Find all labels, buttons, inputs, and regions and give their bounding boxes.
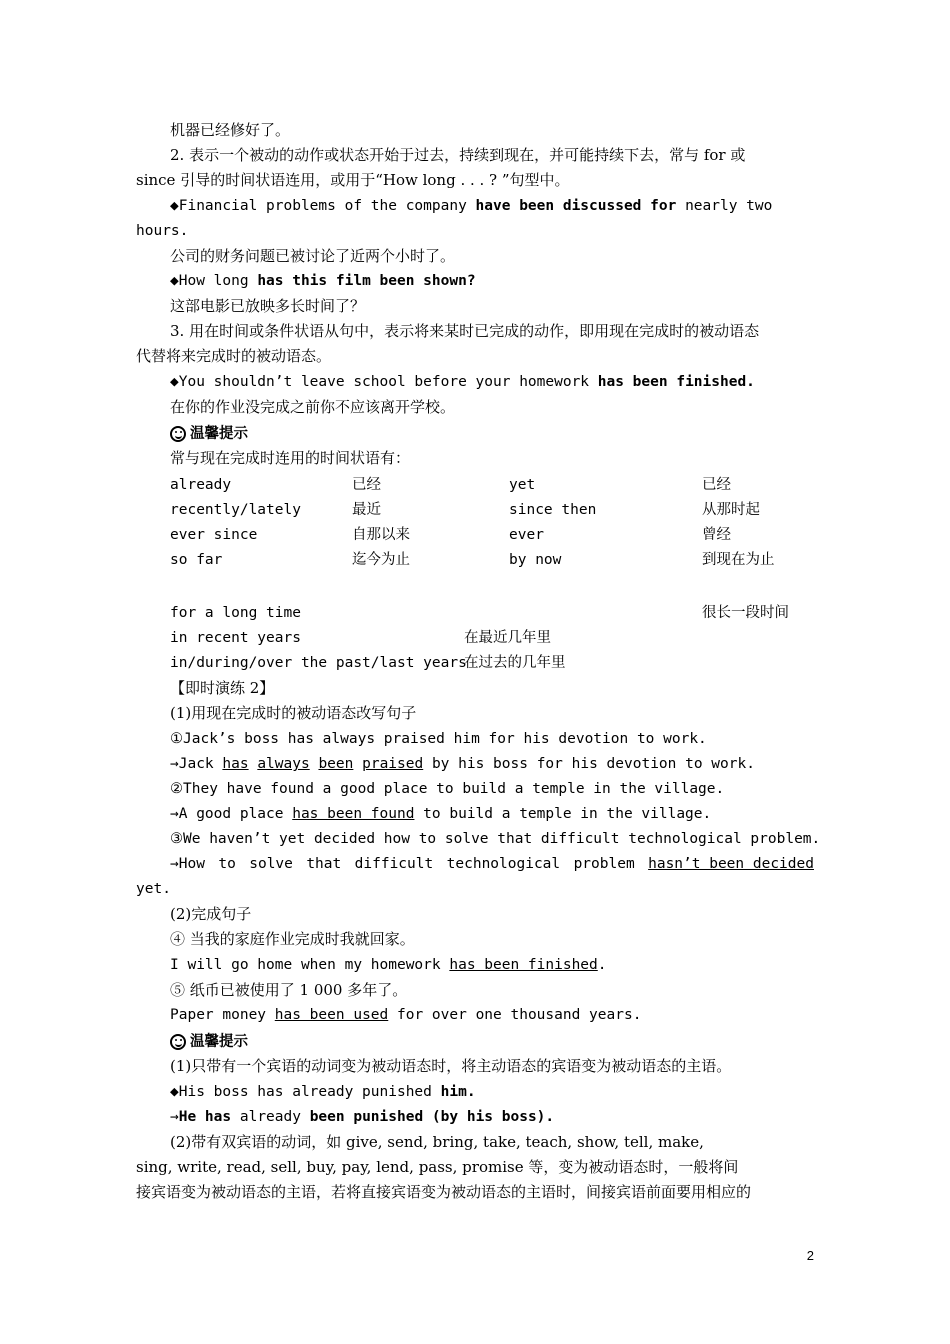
answer-line: yet. <box>136 881 171 897</box>
example-line: ◆Financial problems of the company have been discussed for nearly two <box>170 198 773 214</box>
question-line: ③We haven’t yet decided how to solve that difficult technological problem. <box>170 831 821 847</box>
answer-line: →Jack has always been praised by his boss for his devotion to work. <box>170 756 755 772</box>
text-line: 2. 表示一个被动的动作或状态开始于过去，持续到现在，并可能持续下去，常与 for 或 <box>170 146 746 164</box>
answer-line: I will go home when my homework has been finished. <box>170 957 607 973</box>
question-line: ④ 当我的家庭作业完成时我就回家。 <box>170 930 415 948</box>
text-line: 代替将来完成时的被动语态。 <box>136 347 332 365</box>
text-line: 常与现在完成时连用的时间状语有： <box>170 449 411 467</box>
example-line: hours. <box>136 223 189 239</box>
question-line: ②They have found a good place to build a temple in the village. <box>170 781 725 797</box>
smiley-icon <box>170 426 186 442</box>
translation-line: 在你的作业没完成之前你不应该离开学校。 <box>170 398 456 416</box>
section-subtitle: (2)完成句子 <box>170 905 252 923</box>
section-title: 【即时演练 2】 <box>170 679 275 697</box>
text-line: sing, write, read, sell, buy, pay, lend, pass, promise 等，变为被动语态时，一般将间 <box>136 1158 739 1176</box>
tip-heading: 温馨提示 <box>170 1032 248 1052</box>
vocab-row: in/during/over the past/last years 在过去的几年里 <box>170 655 566 671</box>
example-line: ◆His boss has already punished him. <box>170 1084 476 1100</box>
question-line: ⑤ 纸币已被使用了 1 000 多年了。 <box>170 981 408 999</box>
text-line: since 引导的时间状语连用，或用于“How long . . . ? ”句型中。 <box>136 171 570 189</box>
vocab-row: in recent years 在最近几年里 <box>170 630 551 646</box>
example-line: ◆How long has this film been shown? <box>170 273 476 289</box>
vocab-table: already 已经 yet 已经 recently/lately 最近 since then 从那时起 ever since 自那以来 ever 曾经 so far 迄今为止 by now 到现在为止 <box>170 477 775 568</box>
vocab-row: for a long time 很长一段时间 <box>170 605 789 621</box>
text-line: (1)只带有一个宾语的动词变为被动语态时，将主动语态的宾语变为被动语态的主语。 <box>170 1057 732 1075</box>
text-line: 机器已经修好了。 <box>170 121 291 139</box>
smiley-icon <box>170 1034 186 1050</box>
example-line: ◆You shouldn’t leave school before your homework has been finished. <box>170 374 755 390</box>
tip-heading: 温馨提示 <box>170 424 248 444</box>
translation-line: 公司的财务问题已被讨论了近两个小时了。 <box>170 247 456 265</box>
question-line: ①Jack’s boss has always praised him for his devotion to work. <box>170 731 707 747</box>
answer-line: →A good place has been found to build a temple in the village. <box>170 806 712 822</box>
text-line: (2)带有双宾语的动词，如 give, send, bring, take, teach, show, tell, make, <box>170 1133 704 1151</box>
answer-line: →How to solve that difficult technological problem hasn’t been decided <box>170 856 814 872</box>
section-subtitle: (1)用现在完成时的被动语态改写句子 <box>170 704 417 722</box>
translation-line: 这部电影已放映多长时间了？ <box>170 297 366 315</box>
text-line: 接宾语变为被动语态的主语，若将直接宾语变为被动语态的主语时，间接宾语前面要用相应的 <box>136 1183 752 1201</box>
text-line: 3. 用在时间或条件状语从句中，表示将来某时已完成的动作，即用现在完成时的被动语态 <box>170 322 760 340</box>
page-number: 2 <box>806 1248 814 1263</box>
example-line: →He has already been punished (by his boss). <box>170 1109 555 1125</box>
answer-line: Paper money has been used for over one thousand years. <box>170 1007 642 1023</box>
